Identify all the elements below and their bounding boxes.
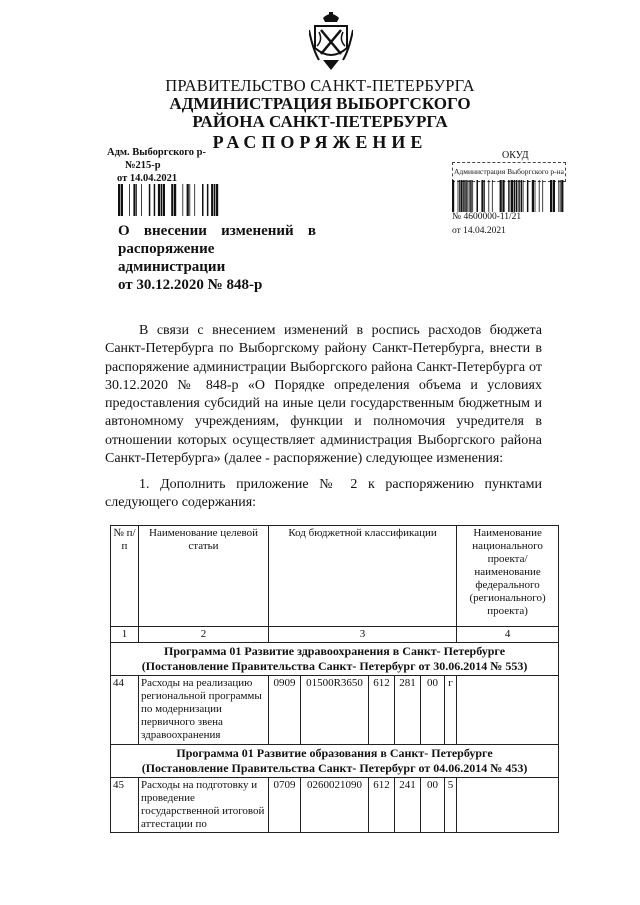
subject-line1: О внесении изменений в [118,223,316,239]
header-code: Код бюджетной классификации [269,526,457,627]
barcode-bar [465,180,467,212]
row45-target-code: 0260021090 [301,778,369,833]
row45-expense-type: 612 [369,778,395,833]
table-row-45 [111,778,559,833]
header-name: Наименование целевой статьи [139,526,269,627]
barcode-bar [469,180,470,212]
col-number-2: 2 [139,627,269,643]
barcode-bar [216,184,218,216]
barcode-bar [163,184,165,216]
barcode-bar [187,184,189,216]
stamp-number: №215-р [125,160,161,171]
registration-stamp-left [107,146,237,185]
barcode-bar [171,184,173,216]
program-row-health [111,643,559,676]
barcode-bar [458,180,459,212]
row44-name: Расходы на реализацию региональной программы по модернизации первичного звена здравоохранения [139,676,269,745]
barcode-bar [158,184,160,216]
row45-kosgu: 241 [395,778,421,833]
barcode-bar [470,180,472,212]
program-health-decree: (Постановление Правительства Санкт- Петербург от 30.06.2014 № 553) [141,659,528,673]
barcode-bar [452,180,454,212]
row45-project [457,778,559,833]
body-paragraph-item1: 1. Дополнить приложение № 2 к распоряжению пунктами следующего содержания: [105,477,542,511]
row44-num: 44 [111,676,139,745]
col-number-4: 4 [457,627,559,643]
barcode-bar [467,180,468,212]
registration-date: от 14.04.2021 [452,226,506,236]
barcode-bar [211,184,213,216]
barcode-bar [136,184,137,216]
barcode-bar [154,184,156,216]
barcode-bar [121,184,123,216]
barcode-bar [207,184,209,216]
barcode-bar [488,180,489,212]
barcode-bar [189,184,190,216]
barcode-bar [118,184,120,216]
program-health-title: Программа 01 Развитие здравоохранения в Санкт- Петербурге [164,644,506,658]
subject-line2: распоряжение администрации [118,241,226,275]
barcode-bar [477,180,479,212]
row45-code-digit: 5 [445,778,457,833]
barcode-bar [509,180,510,212]
row44-expense-type: 612 [369,676,395,745]
barcode-left [118,184,222,216]
barcode-bar [129,184,130,216]
barcode-bar [558,180,559,212]
barcode-bar [141,184,142,216]
row44-code-letter: г [445,676,457,745]
row44-project [457,676,559,745]
program-row-education [111,745,559,778]
row44-target-code: 01500R3650 [301,676,369,745]
col-number-1: 1 [111,627,139,643]
barcode-bar [539,180,540,212]
barcode-bar [472,180,473,212]
barcode-bar [202,184,204,216]
barcode-bar [182,184,183,216]
barcode-bar [550,180,552,212]
okud-label: ОКУД [502,150,529,161]
barcode-bar [527,180,529,212]
administration-title-line1: АДМИНИСТРАЦИЯ ВЫБОРГСКОГО [169,94,471,113]
barcode-bar [492,180,493,212]
barcode-bar [149,184,151,216]
okud-box: Администрация Выборгского р-на [452,162,566,182]
barcode-bar [459,180,460,212]
barcode-bar [521,180,523,212]
row44-code-00: 00 [421,676,445,745]
row45-section-code: 0709 [269,778,301,833]
subject-line3: от 30.12.2020 № 848-р [118,277,263,293]
annex-table [110,525,559,833]
body-paragraph-main: В связи с внесением изменений в роспись расходов бюджета Санкт-Петербурга по Выборгскому району Санкт-Петербурга, внести в распоряжение администрации Выборгского района Санкт-Петербурга от 30.12.2020 № 848-р «О Порядке определения объема и условиях предоставления субсидий на иные цели государственным бюджетным и автономному учреждениям, функции и полномочия учредителя в отношении которых осуществляет администрация Выборгского района Санкт-Петербурга» (далее - распоряжение) следующее изменения: [105,323,542,467]
document-subject [118,222,316,294]
barcode-bar [463,180,465,212]
barcode-bar [561,180,563,212]
row44-section-code: 0909 [269,676,301,745]
column-number-row [111,627,559,643]
barcode-bar [502,180,504,212]
barcode-bar [542,180,543,212]
program-education-decree: (Постановление Правительства Санкт- Петербург от 04.06.2014 № 453) [141,761,528,775]
row45-num: 45 [111,778,139,833]
barcode-bar [174,184,176,216]
barcode-bar [133,184,135,216]
program-education-title: Программа 01 Развитие образования в Санкт- Петербурге [176,746,493,760]
barcode-bar [500,180,502,212]
stamp-org: Адм. Выборгского р- [107,147,207,158]
col-number-3: 3 [269,627,457,643]
barcode-bar [481,180,483,212]
table-header-row [111,526,559,627]
table-row-44 [111,676,559,745]
row45-name: Расходы на подготовку и проведение государственной итоговой аттестации по [139,778,269,833]
barcode-bar [553,180,555,212]
barcode-bar [523,180,524,212]
header-num: № п/п [111,526,139,627]
barcode-bar [535,180,536,212]
barcode-bar [484,180,485,212]
barcode-bar [214,184,216,216]
barcode-bar [519,180,520,212]
barcode-bar [460,180,462,212]
barcode-bar [508,180,509,212]
administration-title-line2: РАЙОНА САНКТ-ПЕТЕРБУРГА [192,112,448,131]
barcode-bar [518,180,519,212]
barcode-bar [532,180,534,212]
row44-kosgu: 281 [395,676,421,745]
government-title: ПРАВИТЕЛЬСТВО САНКТ-ПЕТЕРБУРГА [165,76,475,95]
document-type-title: РАСПОРЯЖЕНИЕ [212,132,428,152]
barcode-bar [511,180,513,212]
barcode-bar [516,180,518,212]
barcode-bar [161,184,163,216]
barcode-bar [560,180,561,212]
registration-number: № 4600000-11/21 [452,212,522,222]
barcode-bar [194,184,195,216]
barcode-bar [514,180,516,212]
stamp-date: от 14.04.2021 [117,173,178,184]
row45-code-00: 00 [421,778,445,833]
coat-of-arms-emblem [309,10,353,72]
barcode-right [452,180,564,212]
header-project: Наименование национального проекта/наименование федерального (регионального) проекта) [457,526,559,627]
